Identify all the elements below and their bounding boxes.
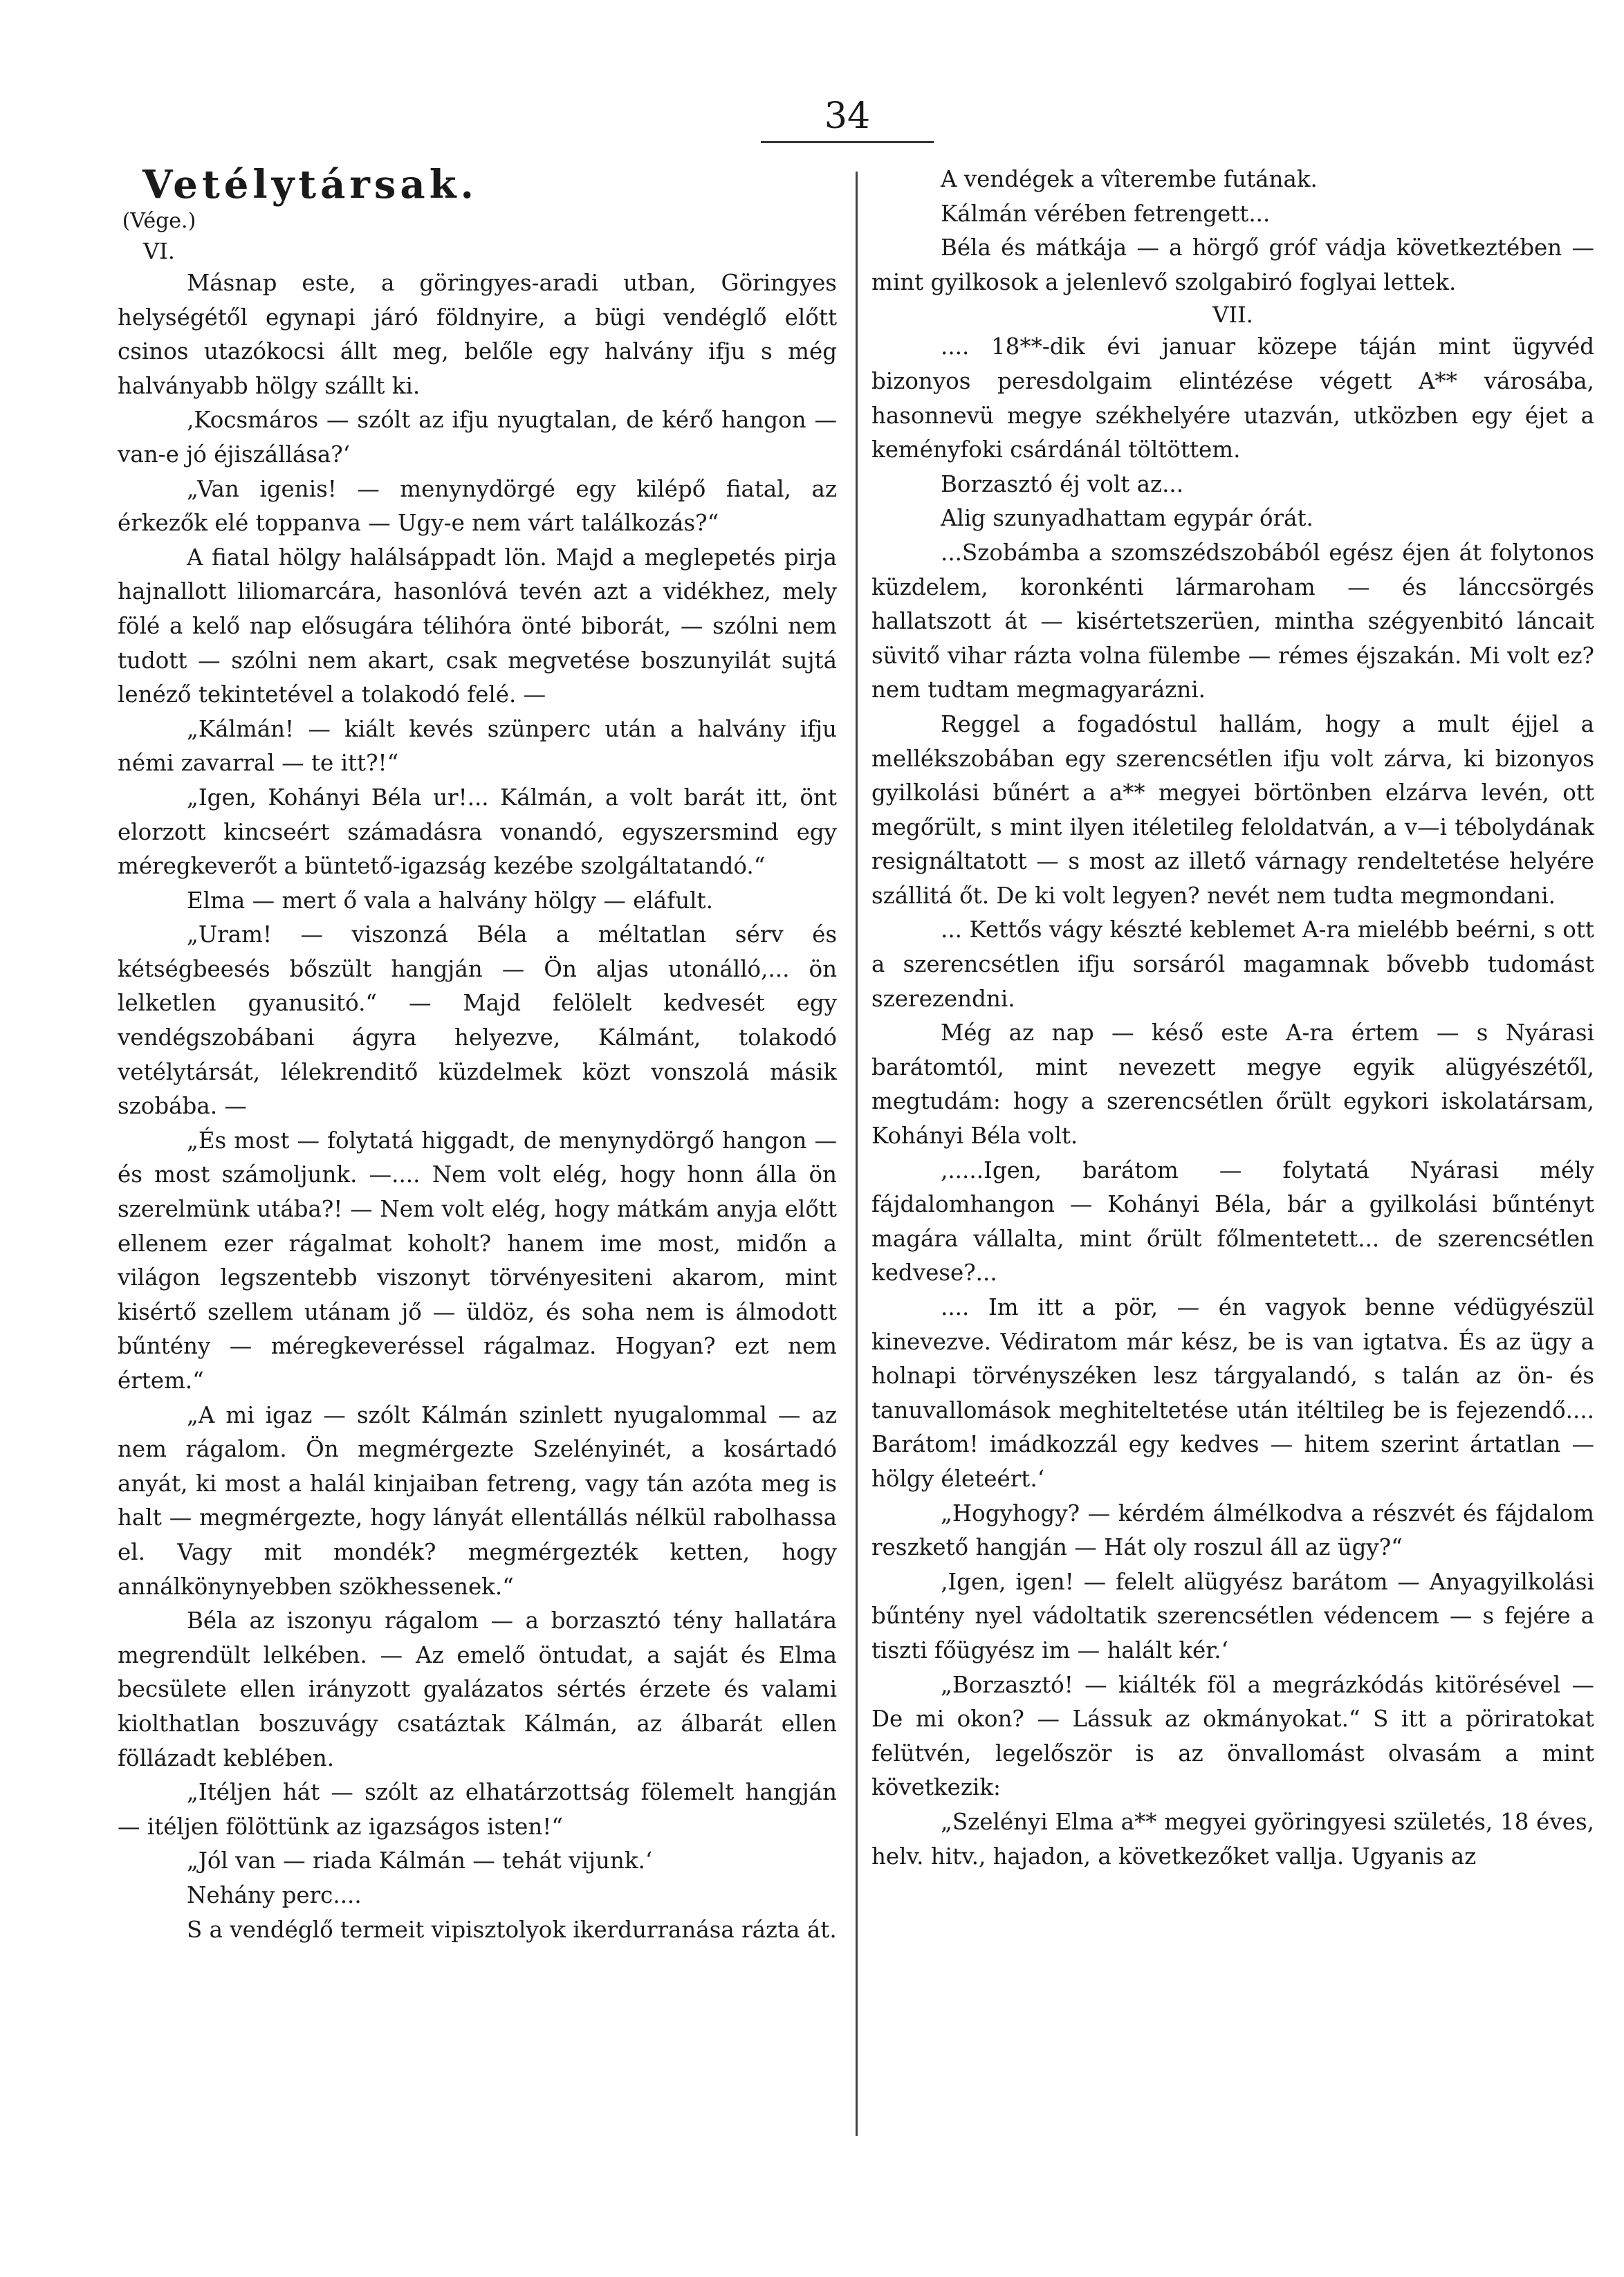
column-divider bbox=[856, 172, 858, 2136]
paragraph: ...Szobámba a szomszédszobából egész éjen át folytonos küzdelem, koronkénti lármaroham — és lánccsörgés hallatszott át — kisértetszerüen, mintha szégyenbitó láncait süvitő vihar rázta volna fülembe — rémes éjszakán. Mi volt ez? nem tudtam megmagyarázni. bbox=[871, 539, 1594, 703]
paragraph: „Uram! — viszonzá Béla a méltatlan sérv és kétségbeesés bőszült hangján — Ön aljas utonálló,... ön lelketlen gyanusitó.“ — Majd felölelt kedvesét egy vendégszobábani ágyra helyezve, Kálmánt, tolakodó vetélytársát, lélekrenditő küzdelmek közt vonszolá másik szobába. — bbox=[118, 921, 837, 1120]
page-number: 34 bbox=[824, 95, 871, 137]
paragraph: „A mi igaz — szólt Kálmán szinlett nyugalommal — az nem rágalom. Ön megmérgezte Szelényinét, a kosártadó anyát, ki most a halál kinjaiban fetreng, vagy tán azóta meg is halt — megmérgezte, hogy lányát ellentállás nélkül rabolhassa el. Vagy mit mondék? megmérgezték ketten, hogy annálkönynyebben szökhessenek.“ bbox=[118, 1401, 837, 1600]
paragraph: ‚.....Igen, barátom — folytatá Nyárasi mély fájdalomhangon — Kohányi Béla, bár a gyilkolási bűntényt magára vállalta, mint őrült főlmentetett... de szerencsétlen kedvese?... bbox=[871, 1156, 1594, 1287]
section-number-vi: VI. bbox=[143, 238, 175, 264]
paragraph: „Borzasztó! — kiálték föl a megrázkódás kitörésével — De mi okon? — Lássuk az okmányokat.“ S itt a pöriratokat felütvén, legelőször is az önvallomást olvasám a mint következik: bbox=[871, 1671, 1594, 1801]
paragraph: ... Kettős vágy készté keblemet A-ra mielébb beérni, s ott a szerencsétlen ifju sorsáról magamnak bővebb tudomást szerezendni. bbox=[871, 916, 1594, 1012]
paragraph: Elma — mert ő vala a halvány hölgy — eláfult. bbox=[187, 887, 713, 914]
title-note: (Vége.) bbox=[122, 209, 196, 233]
right-column bbox=[871, 163, 1594, 1874]
paragraph: „Hogyhogy? — kérdém álmélkodva a részvét és fájdalom reszkető hangján — Hát oly roszul áll az ügy?“ bbox=[871, 1500, 1594, 1561]
paragraph: „Van igenis! — menynydörgé egy kilépő fiatal, az érkezők elé toppanva — Ugy-e nem várt találkozás?“ bbox=[118, 475, 837, 537]
paragraph: S a vendéglő termeit vipisztolyok ikerdurranása rázta át. bbox=[187, 1916, 837, 1943]
paragraph: Reggel a fogadóstul hallám, hogy a mult éjjel a mellékszobában egy szerencsétlen ifju volt zárva, ki bizonyos gyilkolási bűnért a a** megyei börtönben elzárva levén, ott megőrült, s mint ilyen itéletileg feloldatván, a v—i tébolydának resignáltatott — s most az illető várnagy rendeltetése helyére szállitá őt. De ki volt legyen? nevét nem tudta megmondani. bbox=[871, 710, 1594, 909]
paragraph: „Kálmán! — kiált kevés szünperc után a halvány ifju némi zavarral — te itt?!“ bbox=[118, 715, 837, 777]
paragraph: A fiatal hölgy halálsáppadt lön. Majd a meglepetés pirja hajnallott liliomarcára, hasonlóvá tevén azt a vidékhez, mely fölé a kelő nap elősugára télihóra önté biborát, — szólni nem tudott — szólni nem akart, csak megvetése boszunyilát sujtá lenéző tekintetével a tolakodó felé. — bbox=[118, 544, 837, 708]
paragraph: „Igen, Kohányi Béla ur!... Kálmán, a volt barát itt, önt elorzott kincseért számadásra vonandó, egyszersmind egy méregkeverőt a büntető-igazság kezébe szolgáltatandó.“ bbox=[118, 784, 837, 880]
paragraph: .... Im itt a pör, — én vagyok benne védügyészül kinevezve. Védiratom már kész, be is van igtatva. És az ügy a holnapi törvényszéken lesz tárgyalandó, s talán az ön- és tanuvallomások meghiteltetése után itéltileg be is fejezendő.... Barátom! imádkozzál egy kedves — hitem szerint ártatlan — hölgy életeért.‘ bbox=[871, 1294, 1594, 1492]
paragraph: Béla és mátkája — a hörgő gróf vádja következtében — mint gyilkosok a jelenlevő szolgabiró foglyai lettek. bbox=[871, 234, 1594, 295]
section-number-vii: VII. bbox=[1212, 302, 1253, 329]
paragraph: Kálmán vérében fetrengett... bbox=[941, 200, 1271, 227]
paragraph: ‚Kocsmáros — szólt az ifju nyugtalan, de kérő hangon — van-e jó éjiszállása?‘ bbox=[118, 407, 837, 468]
paragraph: Béla az iszonyu rágalom — a borzasztó tény hallatára megrendült lelkében. — Az emelő öntudat, a saját és Elma becsülete ellen irányzott gyalázatos sértés érzete és valami kiolthatlan boszuvágy csatáztak Kálmán, az álbarát ellen föllázadt keblében. bbox=[118, 1607, 837, 1771]
paragraph: Borzasztó éj volt az... bbox=[941, 470, 1184, 497]
paragraph: Alig szunyadhattam egypár órát. bbox=[941, 505, 1313, 532]
paragraph: „Jól van — riada Kálmán — tehát vijunk.‘ bbox=[187, 1847, 653, 1874]
paragraph: Másnap este, a göringyes-aradi utban, Göringyes helységétől egynapi járó földnyire, a bügi vendéglő előtt csinos utazókocsi állt meg, belőle egy halvány ifju s még halványabb hölgy szállt ki. bbox=[118, 270, 837, 399]
paragraph: ‚Igen, igen! — felelt alügyész barátom — Anyagyilkolási bűntény nyel vádoltatik szerencsétlen védencem — s fejére a tiszti főügyész im — halált kér.‘ bbox=[871, 1568, 1594, 1663]
paragraph: .... 18**-dik évi januar közepe táján mint ügyvéd bizonyos peresdolgaim elintézése végett A** városába, hasonnevü megye székhelyére utazván, utközben egy éjet a keményfoki csárdánál töltöttem. bbox=[871, 333, 1594, 463]
left-column bbox=[118, 163, 837, 1947]
header-rule bbox=[761, 141, 934, 143]
paragraph: Még az nap — késő este A-ra értem — s Nyárasi barátomtól, mint nevezett megye egyik alügyészétől, megtudám: hogy a szerencsétlen őrült egykori iskolatársam, Kohányi Béla volt. bbox=[871, 1020, 1594, 1150]
paragraph: A vendégek a vîterembe futának. bbox=[941, 166, 1318, 192]
paragraph: „És most — folytatá higgadt, de menynydörgő hangon — és most számoljunk. —.... Nem volt elég, hogy honn álla ön szerelmünk utába?! — Nem volt elég, hogy mátkám anyja előtt ellenem ezer rágalmat koholt? hanem ime most, midőn a világon legszentebb viszonyt törvényesiteni akarom, mint kisértő szellem utánam jő — üldöz, és soha nem is álmodott bűntény — méregkeveréssel rágalmaz. Hogyan? ezt nem értem.“ bbox=[118, 1127, 837, 1394]
article-title: Vetélytársak. bbox=[142, 162, 479, 208]
paragraph: Nehány perc.... bbox=[187, 1881, 362, 1908]
paragraph: „Szelényi Elma a** megyei györingyesi születés, 18 éves, helv. hitv., hajadon, a következőket vallja. Ugyanis az bbox=[871, 1808, 1594, 1870]
paragraph: „Itéljen hát — szólt az elhatárzottság fölemelt hangján — itéljen fölöttünk az igazságos isten!“ bbox=[118, 1779, 837, 1840]
